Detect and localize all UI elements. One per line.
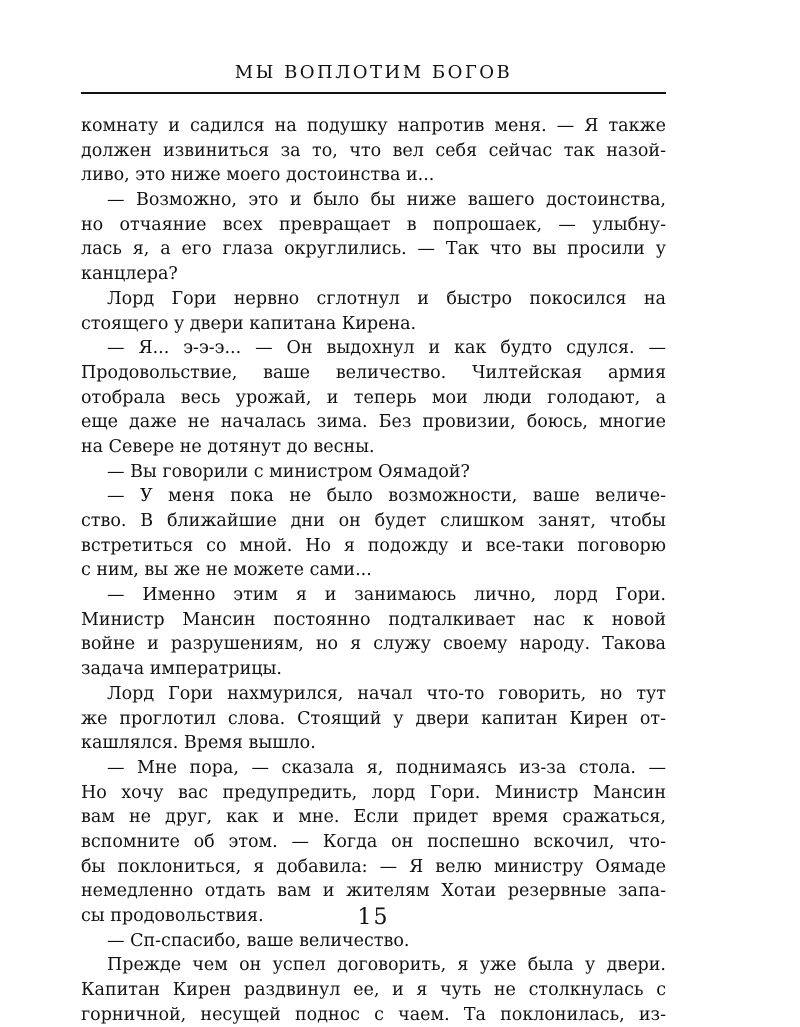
text-line: комнату и садился на подушку напротив меня. — Я также [81,116,666,136]
text-line: вспомните об этом. — Когда он поспешно вскочил, что- [81,831,666,852]
text-line: бы поклониться, я добавила: — Я велю министру Оямаде [81,856,666,877]
header-rule [81,92,666,94]
text-line: канцлера? [81,264,178,285]
body-text [81,114,666,1027]
text-line: — Сп-спасибо, ваше величество. [107,930,410,951]
text-line: немедленно отдать вам и жителям Хотаи резервные запа- [81,881,666,902]
text-line: — Возможно, это и было бы ниже вашего достоинства, [107,190,666,211]
text-line: вам не друг, как и мне. Если придет время сражаться, [81,807,666,828]
text-line: отобрала весь урожай, и теперь мои люди голодают, а [81,387,666,408]
text-line: еще даже не началась зима. Без провизии, боюсь, многие [81,412,666,433]
text-line: Министр Мансин постоянно подталкивает нас к новой [81,609,666,630]
running-head: МЫ ВОПЛОТИМ БОГОВ [234,62,513,83]
text-line: сы продовольствия. [81,906,264,926]
text-line: же проглотил слова. Стоящий у двери капитан Кирен от- [81,708,666,729]
text-line: ливо, это ниже моего достоинства и... [81,165,435,186]
text-line: но отчаяние всех превращает в попрошаек, — улыбну- [81,214,666,235]
text-line: Прежде чем он успел договорить, я уже была у двери. [107,955,666,976]
page-number: 15 [357,905,390,930]
text-line: задача императрицы. [81,659,282,680]
text-line: войне и разрушениям, но я служу своему народу. Такова [81,634,666,655]
text-line: Продовольствие, ваше величество. Чилтейская армия [81,362,666,383]
text-line: встретиться со мной. Но я подожду и все-таки поговорю [81,535,666,556]
text-line: Но хочу вас предупредить, лорд Гори. Министр Мансин [81,782,666,803]
text-line: — У меня пока не было возможности, ваше величе- [107,486,666,507]
text-line: — Я... э-э-э... — Он выдохнул и как будто сдулся. — [107,338,666,359]
text-line: — Вы говорили с министром Оямадой? [107,461,470,482]
text-line: — Мне пора, — сказала я, поднимаясь из-за стола. — [107,757,666,778]
text-line: кашлялся. Время вышло. [81,733,316,754]
text-line: должен извиниться за то, что вел себя сейчас так назой- [81,140,666,161]
text-line: ство. В ближайшие дни он будет слишком занят, чтобы [81,511,666,531]
text-line: на Севере не дотянут до весны. [81,436,375,457]
text-line: Лорд Гори нервно сглотнул и быстро покосился на [107,288,666,309]
text-line: Лорд Гори нахмурился, начал что-то говорить, но тут [107,683,666,704]
text-line: с ним, вы же не можете сами... [81,560,372,581]
text-line: лась я, а его глаза округлились. — Так что вы просили у [81,239,666,260]
text-line: горничной, несущей поднос с чаем. Та поклонилась, из- [81,1004,666,1025]
text-line: — Именно этим я и занимаюсь лично, лорд Гори. [107,585,666,606]
text-line: стоящего у двери капитана Кирена. [81,313,417,334]
text-line: Капитан Кирен раздвинул ее, и я чуть не столкнулась с [81,980,666,1001]
